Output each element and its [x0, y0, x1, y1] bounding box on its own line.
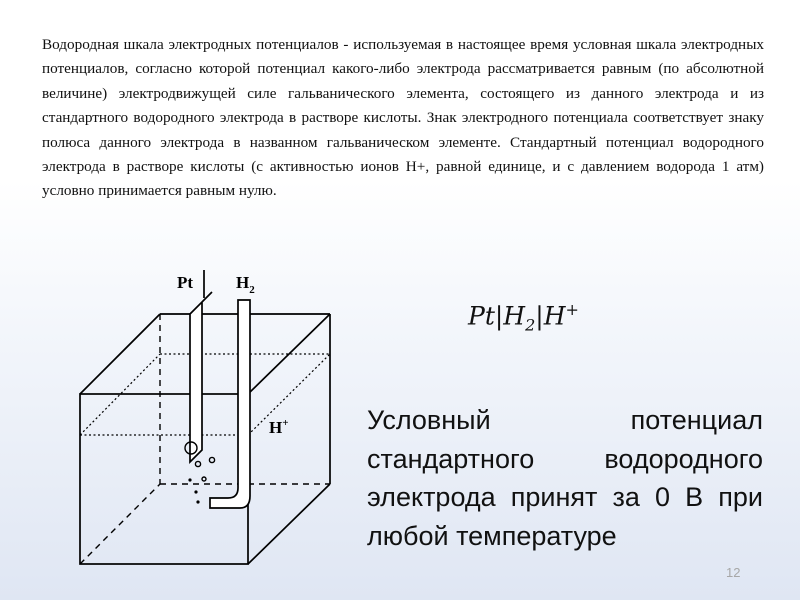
label-h-ion-superscript: + — [282, 417, 289, 429]
hydrogen-tube — [210, 300, 250, 508]
platinum-plate — [190, 292, 212, 462]
bubble — [209, 457, 214, 462]
svg-text:H+ — [269, 417, 289, 437]
definition-paragraph: Водородная шкала электродных потенциалов - используемая в настоящее время условная шкала электродных потенциалов, согласно которой потенциал какого-либо электрода рассматривается равным (по абсолютной величине) электродвижущей силе гальванического элемента, состоящего из данного электрода и из стандартного водородного электрода в растворе кислоты. Знак электродного потенциала соответствует знаку полюса данного электрода в названном гальваническом элементе. Стандартный потенциал водородного электрода в растворе кислоты (с активностью ионов Н+, равной единице, и с давлением водорода 1 атм) условно принимается равным нулю. — [42, 36, 764, 200]
page-number: 12 — [726, 565, 741, 580]
label-h-ion: H — [269, 418, 283, 437]
vessel-hidden-left-bottom-edge — [80, 484, 160, 564]
hydrogen-dots — [188, 478, 199, 503]
svg-text:H2 — [236, 273, 255, 296]
label-h2: H — [236, 273, 250, 292]
label-pt: Pt — [177, 273, 194, 292]
bubble — [195, 461, 200, 466]
vessel-right-bottom-edge — [248, 484, 330, 564]
vessel-left-top-edge — [80, 314, 160, 394]
potential-note: Условный потенциал стандартного водородного электрода принят за 0 В при любой температуре — [367, 405, 763, 551]
electrode-formula: $Pt|H_2|H^+$ — [468, 300, 579, 335]
label-h2-subscript: 2 — [249, 284, 255, 296]
bubble — [202, 477, 206, 481]
solution-level-right — [248, 354, 330, 435]
hydrogen-electrode-diagram — [78, 266, 340, 566]
